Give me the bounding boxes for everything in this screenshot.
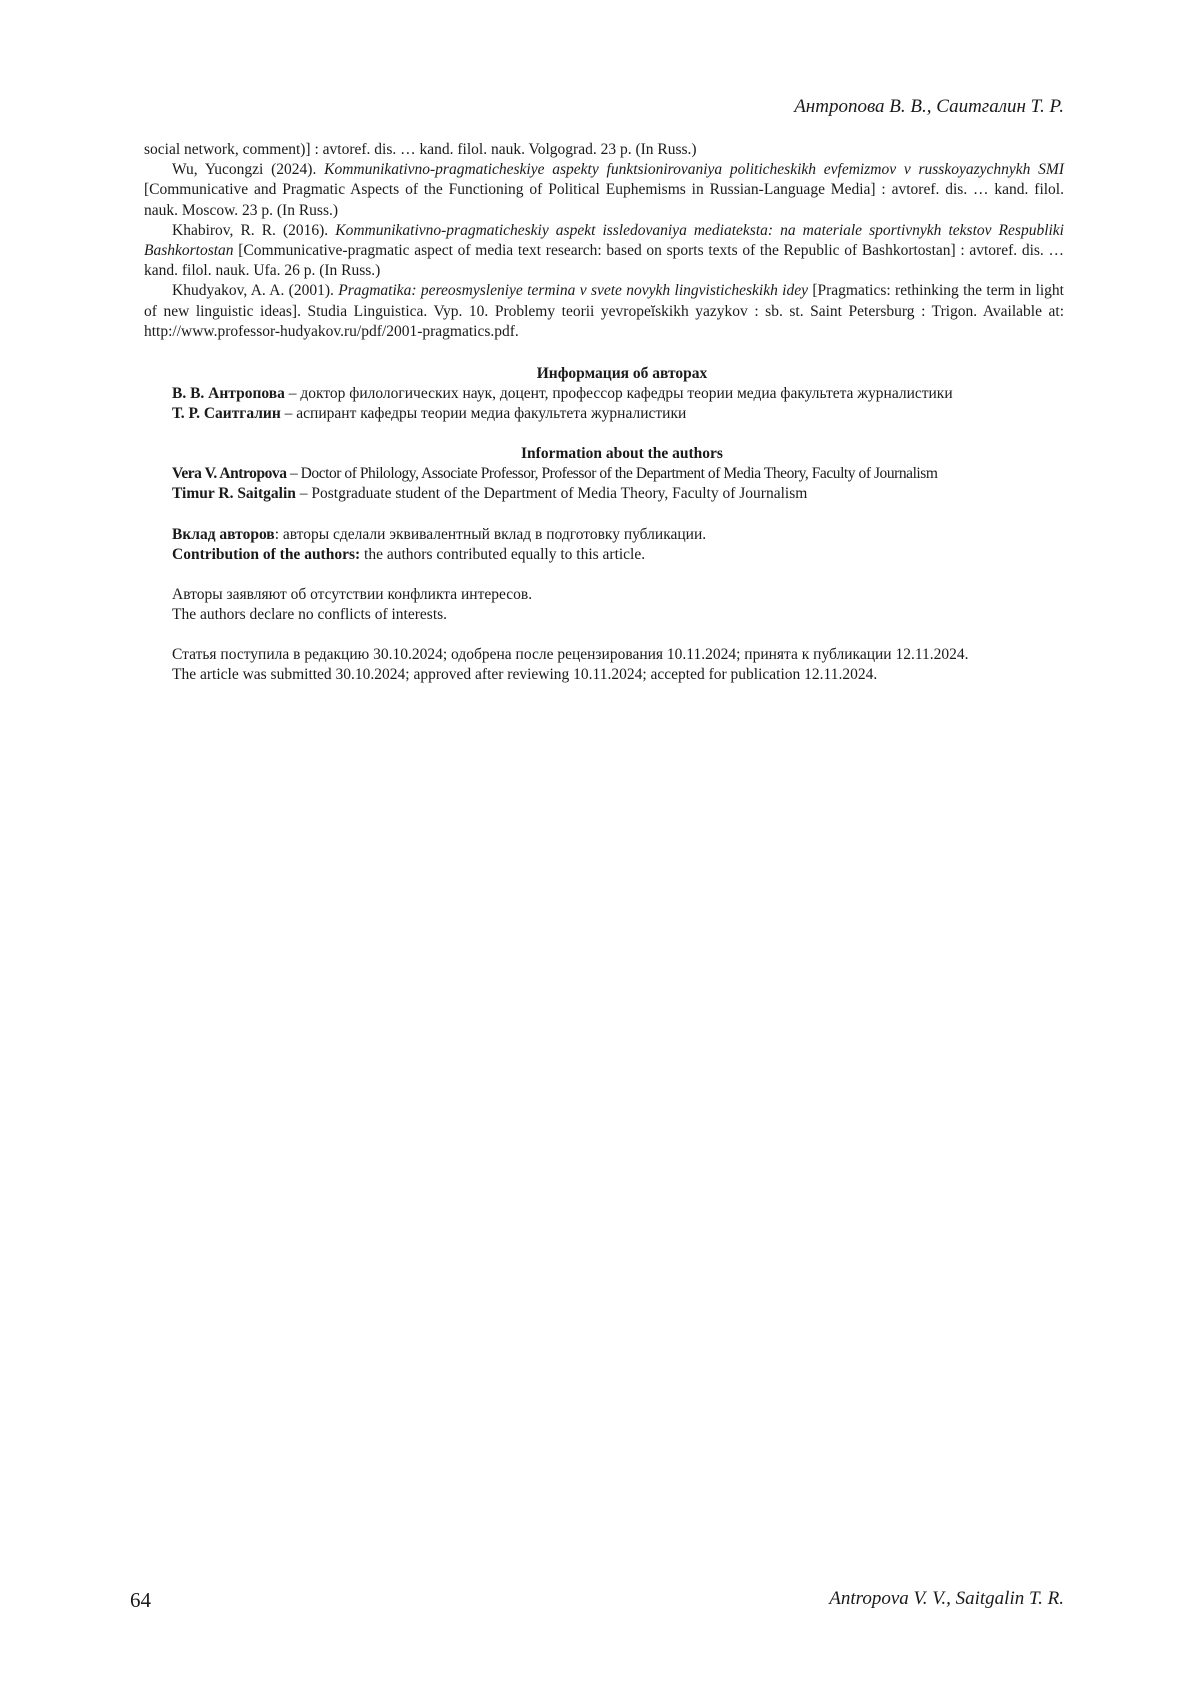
author-entry xyxy=(172,404,1072,424)
authors-heading-ru: Информация об авторах xyxy=(536,365,708,382)
dates-block xyxy=(172,645,1072,685)
page-number: 64 xyxy=(130,1588,151,1612)
author-description: – Postgraduate student of the Department of Media Theory, Faculty of Journalism xyxy=(295,485,808,503)
running-head: Антропова В. В., Саитгалин Т. Р. xyxy=(794,96,1064,117)
reference-text: social network, comment)] : avtoref. dis. … kand. filol. nauk. Volgograd. 23 p. (In Russ.) xyxy=(144,141,697,158)
contribution-en xyxy=(172,545,1072,565)
reference-item xyxy=(144,160,1064,221)
author-name: Т. Р. Саитгалин xyxy=(172,405,281,423)
conflicts-en: The authors declare no conflicts of interests. xyxy=(172,606,448,624)
reference-title: Kommunikativno-pragmaticheskiy aspekt issledovaniya mediateksta: na materiale sportivnykh tekstov Respubliki Bashkortostan xyxy=(144,221,1064,260)
contribution-block xyxy=(172,525,1072,565)
reference-item xyxy=(144,221,1064,282)
author-name: В. В. Антропова xyxy=(172,385,285,403)
author-name: Timur R. Saitgalin xyxy=(172,485,296,503)
author-name: Vera V. Antropova xyxy=(172,465,287,483)
contribution-label-ru: Вклад авторов xyxy=(172,526,275,543)
dates-en: The article was submitted 30.10.2024; approved after reviewing 10.11.2024; accepted for publication 12.11.2024. xyxy=(172,666,878,684)
contribution-ru xyxy=(172,525,1072,545)
author-description: – аспирант кафедры теории медиа факультета журналистики xyxy=(280,405,687,423)
author-description: – Doctor of Philology, Associate Professor, Professor of the Department of Media Theory, Faculty of Journalism xyxy=(286,465,938,483)
reference-title: Pragmatika: pereosmysleniye termina v svete novykh lingvisticheskikh idey xyxy=(338,282,808,300)
author-entry xyxy=(172,484,1072,504)
authors-info-ru xyxy=(172,364,1072,425)
reference-list xyxy=(144,140,1064,342)
reference-item xyxy=(144,140,1064,160)
reference-details: [Communicative-pragmatic aspect of media text research: based on sports texts of the Republic of Bashkortostan] : avtoref. dis. … kand. filol. nauk. Ufa. 26 p. (In Russ.) xyxy=(144,242,1064,280)
reference-author: Wu, Yucongzi (2024). xyxy=(172,161,325,179)
reference-details: [Communicative and Pragmatic Aspects of the Functioning of Political Euphemisms in Russian-Language Media] : avtoref. dis. … kand. filol. nauk. Moscow. 23 p. (In Russ.) xyxy=(144,181,1064,219)
contribution-text-ru: : авторы сделали эквивалентный вклад в подготовку публикации. xyxy=(274,526,707,543)
contribution-label-en: Contribution of the authors: xyxy=(172,546,361,564)
reference-title: Kommunikativno-pragmaticheskiye aspekty funktsionirovaniya politicheskikh evfemizmov v russkoyazychnykh SMI xyxy=(324,161,1064,179)
conflicts-block xyxy=(172,585,1072,625)
author-description: – доктор филологических наук, доцент, профессор кафедры теории медиа факультета журналистики xyxy=(284,385,953,403)
reference-author: Khudyakov, A. A. (2001). xyxy=(172,282,339,300)
dates-ru: Статья поступила в редакцию 30.10.2024; одобрена после рецензирования 10.11.2024; принята к публикации 12.11.2024. xyxy=(172,646,969,663)
author-entry xyxy=(172,464,1072,484)
author-entry xyxy=(172,384,1072,404)
conflicts-ru: Авторы заявляют об отсутствии конфликта интересов. xyxy=(172,586,533,603)
running-foot: Antropova V. V., Saitgalin T. R. xyxy=(829,1588,1064,1609)
reference-author: Khabirov, R. R. (2016). xyxy=(172,221,336,239)
reference-item xyxy=(144,281,1064,342)
contribution-text-en: the authors contributed equally to this article. xyxy=(360,546,646,564)
authors-info-en xyxy=(172,444,1072,505)
reference-details: [Pragmatics: rethinking the term in light of new linguistic ideas]. Studia Linguistica. Vyp. 10. Problemy teorii yevropeĭskikh yazykov : sb. st. Saint Petersburg : Trigon. Available at: http://www.professor-hudyakov.ru/pdf/2001-pragmatics.pdf. xyxy=(144,282,1064,340)
authors-heading-en: Information about the authors xyxy=(521,445,723,462)
